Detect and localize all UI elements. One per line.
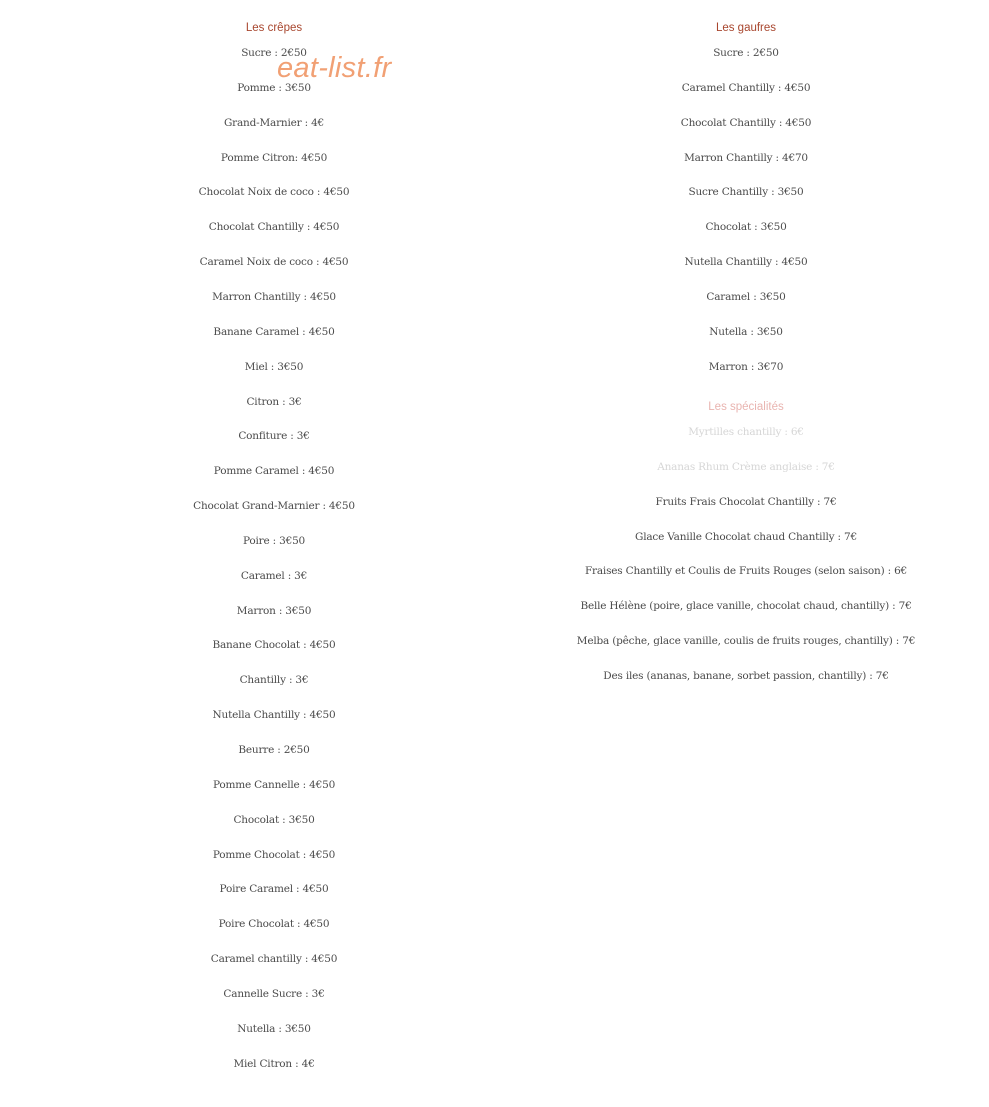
menu-item: Marron Chantilly : 4€50	[212, 290, 336, 303]
menu-item: Pomme Citron: 4€50	[220, 151, 328, 164]
menu-item: Cannelle Sucre : 3€	[223, 987, 325, 1000]
menu-item: Caramel Noix de coco : 4€50	[199, 256, 349, 269]
menu-item: Pomme Chocolat : 4€50	[212, 848, 336, 861]
menu-item: Poire Chocolat : 4€50	[218, 918, 330, 931]
specialites-heading: Les spécialités	[708, 401, 784, 413]
menu-item: Chocolat : 3€50	[233, 813, 315, 826]
menu-item: Pomme Caramel : 4€50	[213, 465, 335, 478]
menu-item: Sucre Chantilly : 3€50	[688, 186, 804, 199]
menu-item: Nutella Chantilly : 4€50	[684, 256, 808, 269]
menu-item: Beurre : 2€50	[238, 744, 310, 756]
gaufres-heading: Les gaufres	[715, 22, 777, 34]
menu-item: Citron : 3€	[246, 395, 302, 408]
menu-item: Caramel : 3€	[240, 569, 308, 582]
menu-item: Fraises Chantilly et Coulis de Fruits Rouges (selon saison) : 6€	[584, 565, 908, 578]
menu-item: Chocolat : 3€50	[705, 221, 787, 234]
menu-item: Nutella : 3€50	[237, 1022, 311, 1035]
menu-item: Pomme Cannelle : 4€50	[212, 778, 336, 791]
menu-item: Ananas Rhum Crème anglaise : 7€	[657, 460, 835, 473]
menu-item: Caramel Chantilly : 4€50	[681, 81, 811, 94]
menu-item: Nutella : 3€50	[709, 325, 783, 338]
menu-item: Sucre : 2€50	[713, 47, 779, 59]
menu-item: Marron : 3€70	[708, 360, 784, 373]
menu-item: Banane Chocolat : 4€50	[212, 639, 336, 652]
menu-item: Marron Chantilly : 4€70	[684, 151, 808, 164]
watermark-logo: eat-list.fr	[277, 52, 392, 84]
menu-item: Caramel chantilly : 4€50	[210, 953, 338, 966]
menu-item: Chantilly : 3€	[239, 674, 309, 687]
menu-item: Glace Vanille Chocolat chaud Chantilly : 7€	[635, 530, 857, 543]
menu-item: Confiture : 3€	[238, 430, 310, 443]
menu-item: Chocolat Noix de coco : 4€50	[198, 186, 350, 199]
menu-item: Grand-Marnier : 4€	[223, 116, 325, 129]
menu-item: Miel : 3€50	[244, 360, 304, 373]
menu-item: Caramel : 3€50	[706, 290, 786, 303]
crepes-heading: Les crêpes	[245, 22, 303, 34]
menu-item: Sucre : 2€50	[241, 47, 307, 59]
menu-item: Myrtilles chantilly : 6€	[688, 426, 804, 438]
menu-item: Chocolat Grand-Marnier : 4€50	[193, 500, 355, 513]
menu-item: Belle Hélène (poire, glace vanille, chocolat chaud, chantilly) : 7€	[580, 600, 912, 613]
menu-item: Pomme : 3€50	[237, 81, 311, 94]
menu-item: Banane Caramel : 4€50	[213, 325, 335, 338]
menu-item: Marron : 3€50	[236, 604, 312, 617]
menu-item: Chocolat Chantilly : 4€50	[208, 221, 340, 234]
menu-item: Chocolat Chantilly : 4€50	[680, 116, 812, 129]
menu-item: Melba (pêche, glace vanille, coulis de fruits rouges, chantilly) : 7€	[576, 635, 916, 648]
menu-item: Poire Caramel : 4€50	[219, 883, 329, 896]
menu-item: Des iles (ananas, banane, sorbet passion, chantilly) : 7€	[603, 669, 889, 682]
menu-item: Miel Citron : 4€	[233, 1057, 315, 1070]
menu-item: Fruits Frais Chocolat Chantilly : 7€	[655, 495, 837, 508]
menu-item: Poire : 3€50	[242, 534, 306, 547]
menu-item: Nutella Chantilly : 4€50	[212, 709, 336, 722]
